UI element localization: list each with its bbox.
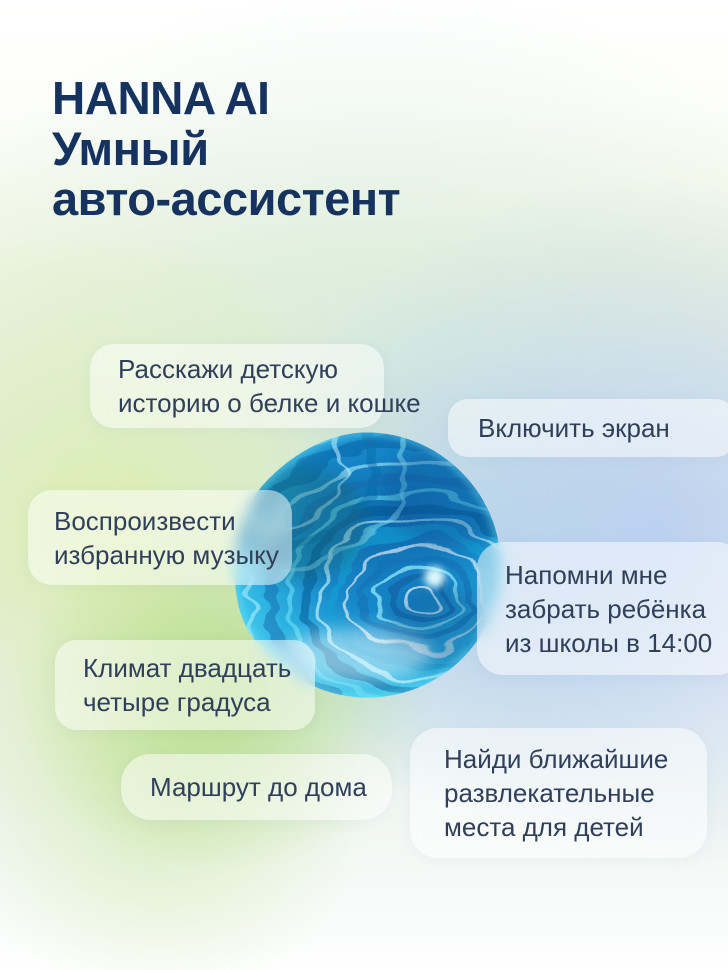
bubble-line: Расскажи детскую: [118, 354, 339, 384]
page-title: [52, 72, 400, 224]
voice-command-bubble-reminder: [477, 542, 728, 675]
subtitle-line-1: Умный: [52, 122, 209, 175]
bubble-line: места для детей: [444, 812, 644, 842]
bubble-line: из школы в 14:00: [505, 627, 713, 658]
bubble-line: развлекательные: [444, 778, 655, 808]
voice-command-bubble-places: [410, 728, 707, 858]
bubble-line: Включить экран: [478, 413, 670, 443]
voice-command-bubble-screen: [448, 399, 728, 457]
bubble-line: Климат двадцать: [83, 653, 292, 683]
brand-title: HANNA AI: [52, 72, 270, 124]
bubble-line: избранную музыку: [54, 539, 279, 570]
bubble-line: Маршрут до дома: [150, 772, 367, 802]
bubble-line: историю о белке и кошке: [118, 388, 421, 418]
voice-command-bubble-music: [28, 490, 292, 585]
bubble-line: Воспроизвести: [54, 505, 236, 536]
bubble-line: Напомни мне: [505, 559, 668, 590]
bubble-line: четыре градуса: [83, 687, 271, 717]
voice-command-bubble-climate: [55, 640, 315, 730]
voice-command-bubble-route: [121, 754, 392, 820]
subtitle-line-2: авто-ассистент: [52, 172, 401, 225]
bubble-line: Найди ближайшие: [444, 744, 669, 774]
voice-command-bubble-story: [90, 344, 421, 428]
bubble-line: забрать ребёнка: [505, 593, 707, 624]
